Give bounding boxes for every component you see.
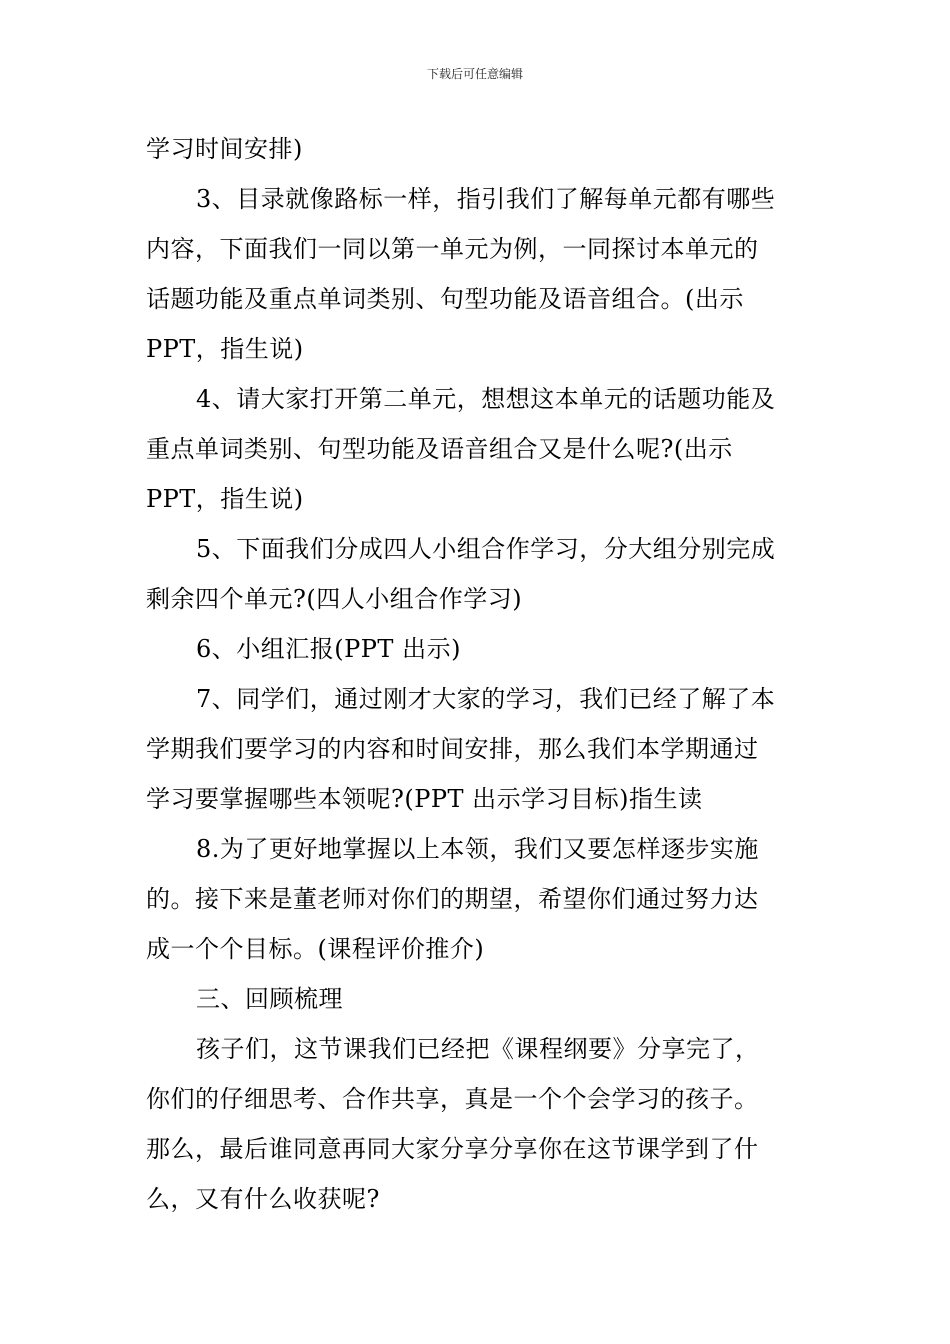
- text-line: 学期我们要学习的内容和时间安排，那么我们本学期通过: [146, 735, 759, 763]
- section-heading: 三、回顾梳理: [196, 985, 343, 1013]
- text-line: 成一个个目标。(课程评价推介): [146, 935, 485, 963]
- text-line: 3、目录就像路标一样，指引我们了解每单元都有哪些: [196, 185, 776, 213]
- paragraph: [146, 174, 806, 374]
- text-line: PPT，指生说): [146, 485, 304, 513]
- text-line: 话题功能及重点单词类别、句型功能及语音组合。(出示: [146, 285, 744, 313]
- text-line: 内容，下面我们一同以第一单元为例，一同探讨本单元的: [146, 235, 759, 263]
- text-line: 学习要掌握哪些本领呢?(PPT 出示学习目标)指生读: [146, 785, 703, 813]
- text-line: PPT，指生说): [146, 335, 304, 363]
- text-line: 7、同学们，通过刚才大家的学习，我们已经了解了本: [196, 685, 776, 713]
- text-line: 剩余四个单元?(四人小组合作学习): [146, 585, 523, 613]
- text-line: 么，又有什么收获呢?: [146, 1185, 380, 1213]
- text-line: 你们的仔细思考、合作共享，真是一个个会学习的孩子。: [146, 1085, 759, 1113]
- text-line: 重点单词类别、句型功能及语音组合又是什么呢?(出示: [146, 435, 733, 463]
- paragraph: [146, 974, 806, 1024]
- text-line: 5、下面我们分成四人小组合作学习，分大组分别完成: [196, 535, 776, 563]
- paragraph: [146, 124, 806, 174]
- text-line: 4、请大家打开第二单元，想想这本单元的话题功能及: [196, 385, 776, 413]
- page-header: 下载后可任意编辑: [426, 67, 523, 81]
- paragraph: [146, 824, 806, 974]
- text-line: 8.为了更好地掌握以上本领，我们又要怎样逐步实施: [196, 835, 759, 863]
- text-line: 孩子们，这节课我们已经把《课程纲要》分享完了，: [196, 1035, 760, 1063]
- document-body: [146, 124, 806, 1224]
- text-line: 学习时间安排): [146, 135, 303, 163]
- paragraph: [146, 524, 806, 624]
- paragraph: [146, 674, 806, 824]
- paragraph: [146, 624, 806, 674]
- text-line: 6、小组汇报(PPT 出示): [196, 635, 461, 663]
- text-line: 的。接下来是董老师对你们的期望，希望你们通过努力达: [146, 885, 759, 913]
- paragraph: [146, 374, 806, 524]
- paragraph: [146, 1024, 806, 1224]
- text-line: 那么，最后谁同意再同大家分享分享你在这节课学到了什: [146, 1135, 759, 1163]
